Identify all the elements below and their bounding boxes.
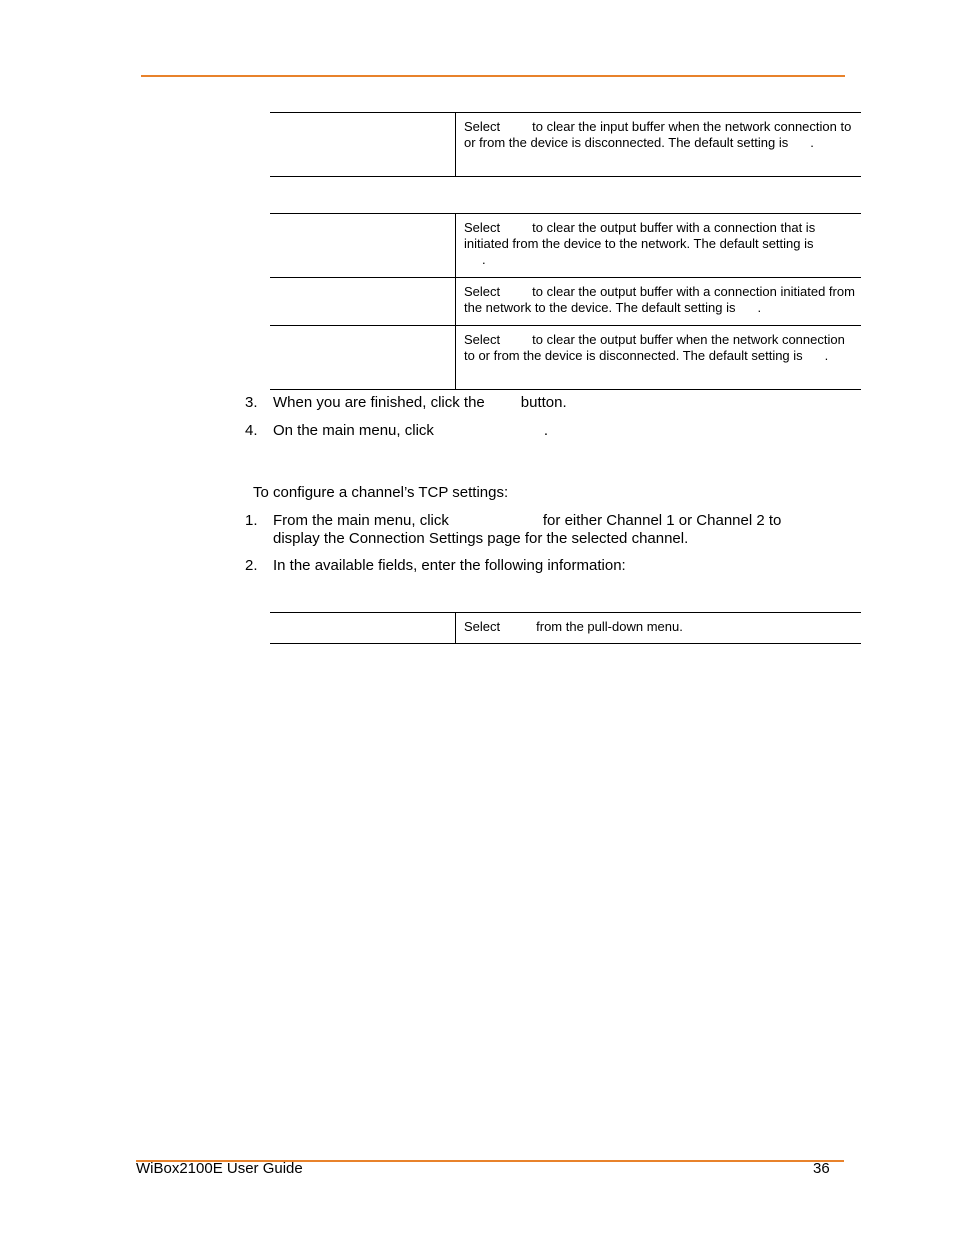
step-text: In the available fields, enter the following information: [273, 557, 626, 574]
header-rule [141, 75, 845, 77]
desc-end: . [810, 135, 814, 150]
table-row [270, 214, 861, 277]
desc-select-word: Select [464, 332, 501, 347]
table-label-cell [270, 113, 456, 177]
settings-table-protocol [270, 612, 861, 644]
table-row [270, 613, 861, 643]
list-item [245, 394, 845, 412]
procedure-intro: To configure a channel’s TCP settings: [253, 484, 509, 501]
step-number: 4. [245, 422, 258, 439]
table-description-cell [456, 214, 861, 277]
desc-end: . [757, 300, 762, 315]
desc-text: to clear the output buffer when the network connection to or from the device is disconnected. The default setting is [464, 332, 845, 363]
table-description-cell [456, 278, 861, 325]
table-row [270, 113, 861, 177]
step-number: 2. [245, 557, 258, 574]
table-label-cell [270, 214, 456, 277]
desc-text: to clear the input buffer when the network connection to or from the device is disconnected. The default setting is [464, 119, 852, 150]
desc-select-word: Select [464, 220, 501, 235]
table-label-cell [270, 278, 456, 325]
table-description-cell [456, 326, 861, 389]
settings-table-input [270, 112, 861, 177]
step-number: 1. [245, 512, 258, 529]
desc-end: . [824, 348, 829, 363]
desc-text: from the pull-down menu. [536, 619, 683, 634]
settings-table-output [270, 213, 861, 390]
list-item [245, 512, 845, 548]
table-description-cell [456, 113, 861, 177]
page-number: 36 [813, 1160, 830, 1177]
desc-select-word: Select [464, 284, 501, 299]
table-row [270, 325, 861, 389]
step-text: When you are finished, click the button. [273, 394, 567, 411]
table-label-cell [270, 326, 456, 389]
list-item [245, 422, 845, 440]
table-description-cell [456, 613, 861, 643]
desc-end: . [482, 252, 486, 267]
table-separator [270, 176, 861, 177]
table-row [270, 277, 861, 325]
desc-select-word: Select [464, 119, 501, 134]
table-label-cell [270, 613, 456, 643]
footer-title: WiBox2100E User Guide [136, 1160, 303, 1177]
desc-select-word: Select [464, 619, 501, 634]
step-number: 3. [245, 394, 258, 411]
list-item [245, 557, 845, 575]
step-text: From the main menu, click for either Channel 1 or Channel 2 to display the Connection Settings page for the selected channel. [273, 512, 782, 547]
step-text: On the main menu, click . [273, 422, 549, 439]
desc-text: to clear the output buffer with a connection that is initiated from the device to the network. The default setting is [464, 220, 816, 251]
desc-text: to clear the output buffer with a connection initiated from the network to the device. The default setting is [464, 284, 855, 315]
